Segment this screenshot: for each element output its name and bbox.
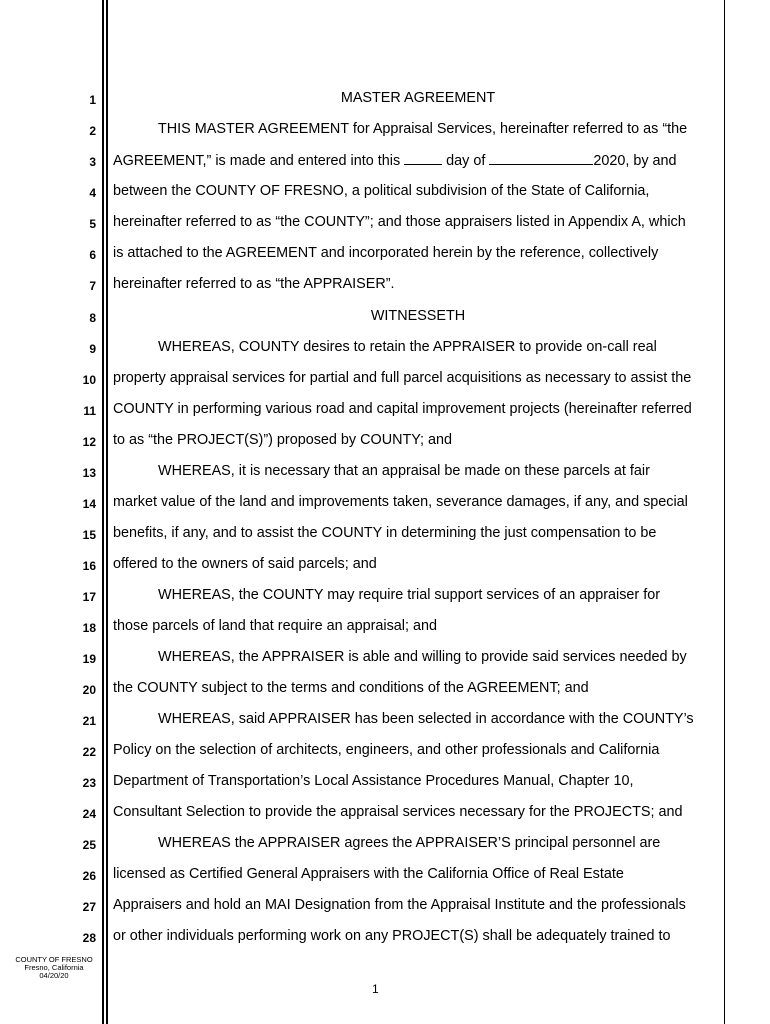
- document-title: MASTER AGREEMENT: [340, 90, 496, 106]
- text-line: benefits, if any, and to assist the COUNTY in determining the just compensation to be: [113, 525, 657, 541]
- text-line: Consultant Selection to provide the appraisal services necessary for the PROJECTS; and: [113, 804, 683, 820]
- line-number: 2: [89, 124, 96, 138]
- text-segment: day of: [446, 153, 486, 169]
- line-number: 18: [82, 621, 96, 635]
- right-margin-rule: [724, 0, 725, 1024]
- text-line: Department of Transportation’s Local Assistance Procedures Manual, Chapter 10,: [113, 773, 634, 789]
- line-number: 3: [89, 155, 96, 169]
- line-number: 7: [89, 279, 96, 293]
- text-line: WHEREAS, the APPRAISER is able and willing to provide said services needed by: [158, 649, 687, 665]
- line-number: 5: [89, 217, 96, 231]
- text-line: COUNTY in performing various road and capital improvement projects (hereinafter referred: [113, 401, 692, 417]
- line-number: 24: [82, 807, 96, 821]
- line-number: 8: [89, 311, 96, 325]
- line-number: 1: [89, 93, 96, 107]
- line-number: 21: [82, 714, 96, 728]
- line-number: 22: [82, 745, 96, 759]
- text-line: to as “the PROJECT(S)”) proposed by COUNTY; and: [113, 432, 452, 448]
- line-number: 12: [82, 435, 96, 449]
- footer-county-name: COUNTY OF FRESNO: [15, 955, 93, 964]
- footer-city: Fresno, California: [24, 963, 84, 972]
- footer-date: 04/20/20: [39, 971, 69, 980]
- text-line: WHEREAS the APPRAISER agrees the APPRAISER’S principal personnel are: [158, 835, 661, 851]
- line-number: 16: [82, 559, 96, 573]
- text-line: WHEREAS, it is necessary that an appraisal be made on these parcels at fair: [158, 463, 650, 479]
- text-line: WHEREAS, said APPRAISER has been selected in accordance with the COUNTY’s: [158, 711, 694, 727]
- line-number: 14: [82, 497, 96, 511]
- line-number: 11: [83, 404, 96, 418]
- left-margin-rule-inner: [106, 0, 108, 1024]
- text-line: the COUNTY subject to the terms and conditions of the AGREEMENT; and: [113, 680, 589, 696]
- line-number: 4: [89, 186, 96, 200]
- line-number: 6: [89, 248, 96, 262]
- text-line: is attached to the AGREEMENT and incorporated herein by the reference, collectively: [113, 245, 659, 261]
- text-line: market value of the land and improvements taken, severance damages, if any, and special: [113, 494, 688, 510]
- text-line: or other individuals performing work on any PROJECT(S) shall be adequately trained to: [113, 928, 671, 944]
- line-number: 23: [82, 776, 96, 790]
- text-line: hereinafter referred to as “the APPRAISER”.: [113, 276, 395, 292]
- text-line: Policy on the selection of architects, engineers, and other professionals and California: [113, 742, 660, 758]
- text-segment: AGREEMENT,” is made and entered into this: [113, 153, 401, 169]
- blank-day-field[interactable]: [404, 152, 442, 165]
- line-number: 15: [82, 528, 96, 542]
- section-heading: WITNESSETH: [370, 308, 466, 324]
- text-line: WHEREAS, the COUNTY may require trial support services of an appraiser for: [158, 587, 660, 603]
- text-segment: 2020, by and: [593, 153, 677, 169]
- text-line: those parcels of land that require an appraisal; and: [113, 618, 438, 634]
- line-number: 26: [82, 869, 96, 883]
- line-number: 17: [82, 590, 96, 604]
- blank-month-field[interactable]: [489, 152, 593, 165]
- text-line: licensed as Certified General Appraisers with the California Office of Real Estate: [113, 866, 624, 882]
- text-line: offered to the owners of said parcels; and: [113, 556, 377, 572]
- line-number: 9: [89, 342, 96, 356]
- footer-county-block: [8, 956, 100, 980]
- line-number: 10: [82, 373, 96, 387]
- line-number: 28: [82, 931, 96, 945]
- line-number: 25: [82, 838, 96, 852]
- text-line: hereinafter referred to as “the COUNTY”; and those appraisers listed in Appendix A, which: [113, 214, 686, 230]
- text-line: between the COUNTY OF FRESNO, a political subdivision of the State of California,: [113, 183, 650, 199]
- text-line: property appraisal services for partial and full parcel acquisitions as necessary to assist the: [113, 370, 692, 386]
- text-line: THIS MASTER AGREEMENT for Appraisal Services, hereinafter referred to as “the: [158, 121, 688, 137]
- line-number: 20: [82, 683, 96, 697]
- line-number: 27: [82, 900, 96, 914]
- line-number: 13: [82, 466, 96, 480]
- page-number: 1: [372, 982, 379, 996]
- left-margin-rule-outer: [102, 0, 104, 1024]
- line-number: 19: [82, 652, 96, 666]
- text-line: Appraisers and hold an MAI Designation from the Appraisal Institute and the professionals: [113, 897, 686, 913]
- text-line: WHEREAS, COUNTY desires to retain the APPRAISER to provide on-call real: [158, 339, 657, 355]
- text-line: [113, 152, 723, 169]
